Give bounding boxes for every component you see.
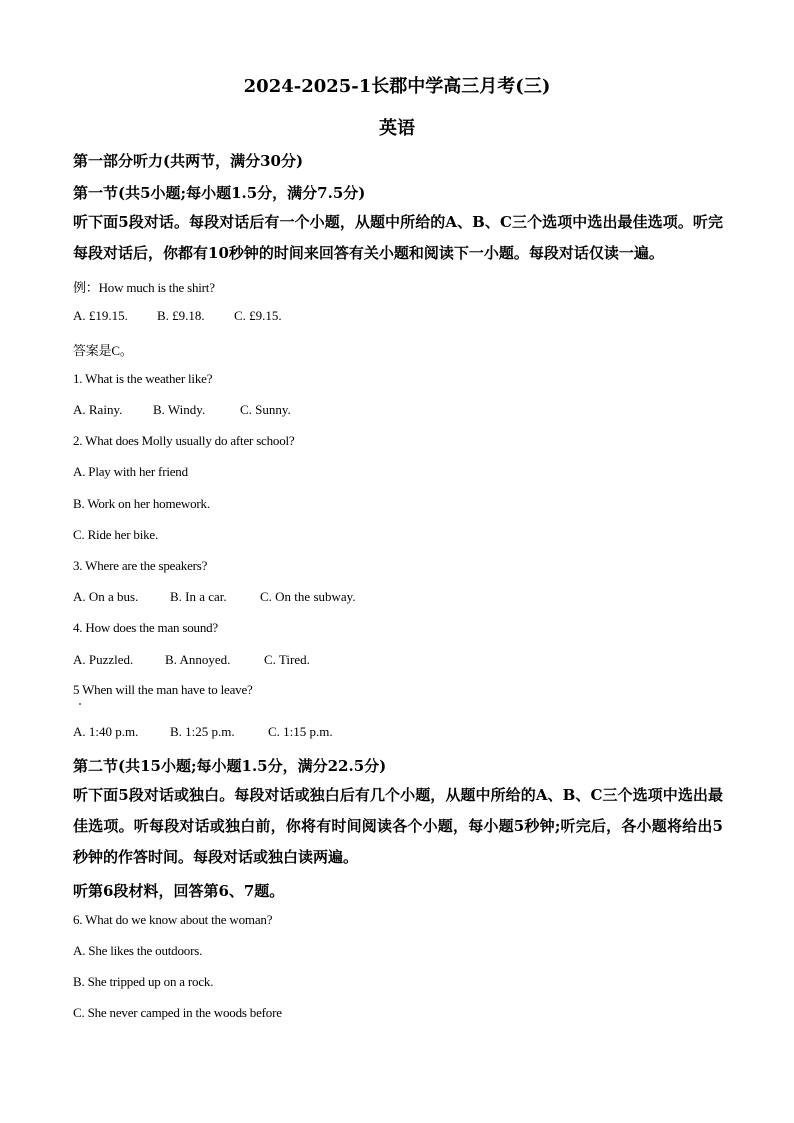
scan-dot <box>79 703 81 705</box>
section1-instructions: 听下面5段对话。每段对话后有一个小题，从题中所给的A、B、C三个选项中选出最佳选项。听完每段对话后，你都有10秒钟的时间来回答有关小题和阅读下一小题。每段对话仅读一遍。 <box>73 213 723 262</box>
question-1-option-b: B. Windy. <box>153 402 206 417</box>
example-question: 例：How much is the shirt? <box>73 280 215 295</box>
section2-heading: 第二节(共15小题;每小题1.5分，满分22.5分) <box>73 757 387 775</box>
section1-heading: 第一节(共5小题;每小题1.5分，满分7.5分) <box>73 184 366 202</box>
question-5-option-c: C. 1:15 p.m. <box>268 724 333 739</box>
question-1-option-a: A. Rainy. <box>73 402 123 417</box>
question-6-stem: 6. What do we know about the woman? <box>73 912 273 927</box>
question-2-option-b: B. Work on her homework. <box>73 496 210 511</box>
question-6-option-a: A. She likes the outdoors. <box>73 943 203 958</box>
material-6-heading: 听第6段材料，回答第6、7题。 <box>73 882 285 900</box>
question-3-option-b: B. In a car. <box>170 589 227 604</box>
question-3-option-a: A. On a bus. <box>73 589 139 604</box>
question-2-stem: 2. What does Molly usually do after school? <box>73 433 295 448</box>
question-5-option-a: A. 1:40 p.m. <box>73 724 139 739</box>
question-4-option-c: C. Tired. <box>264 652 310 667</box>
question-4-option-b: B. Annoyed. <box>165 652 231 667</box>
document-title: 2024-2025-1长郡中学高三月考(三) <box>243 76 551 97</box>
question-3-stem: 3. Where are the speakers? <box>73 558 208 573</box>
part-heading: 第一部分听力(共两节，满分30分) <box>73 152 304 170</box>
example-option-b: B. £9.18. <box>157 308 205 323</box>
question-2-option-a: A. Play with her friend <box>73 464 188 479</box>
question-5-option-b: B. 1:25 p.m. <box>170 724 235 739</box>
question-2-option-c: C. Ride her bike. <box>73 527 159 542</box>
section2-instructions: 听下面5段对话或独白。每段对话或独白后有几个小题，从题中所给的A、B、C三个选项中选出最佳选项。听每段对话或独白前，你将有时间阅读各个小题，每小题5秒钟;听完后，各小题将给出5秒钟的作答时间。每段对话或独白读两遍。 <box>73 786 723 866</box>
example-option-a: A. £19.15. <box>73 308 128 323</box>
question-1-stem: 1. What is the weather like? <box>73 371 213 386</box>
question-5-stem: 5 When will the man have to leave? <box>73 682 253 697</box>
question-1-option-c: C. Sunny. <box>240 402 291 417</box>
question-3-option-c: C. On the subway. <box>260 589 356 604</box>
example-option-c: C. £9.15. <box>234 308 282 323</box>
question-4-option-a: A. Puzzled. <box>73 652 134 667</box>
question-4-stem: 4. How does the man sound? <box>73 620 218 635</box>
question-6-option-c: C. She never camped in the woods before <box>73 1005 282 1020</box>
question-6-option-b: B. She tripped up on a rock. <box>73 974 214 989</box>
example-answer: 答案是C。 <box>73 343 133 358</box>
subject-title: 英语 <box>379 118 415 139</box>
